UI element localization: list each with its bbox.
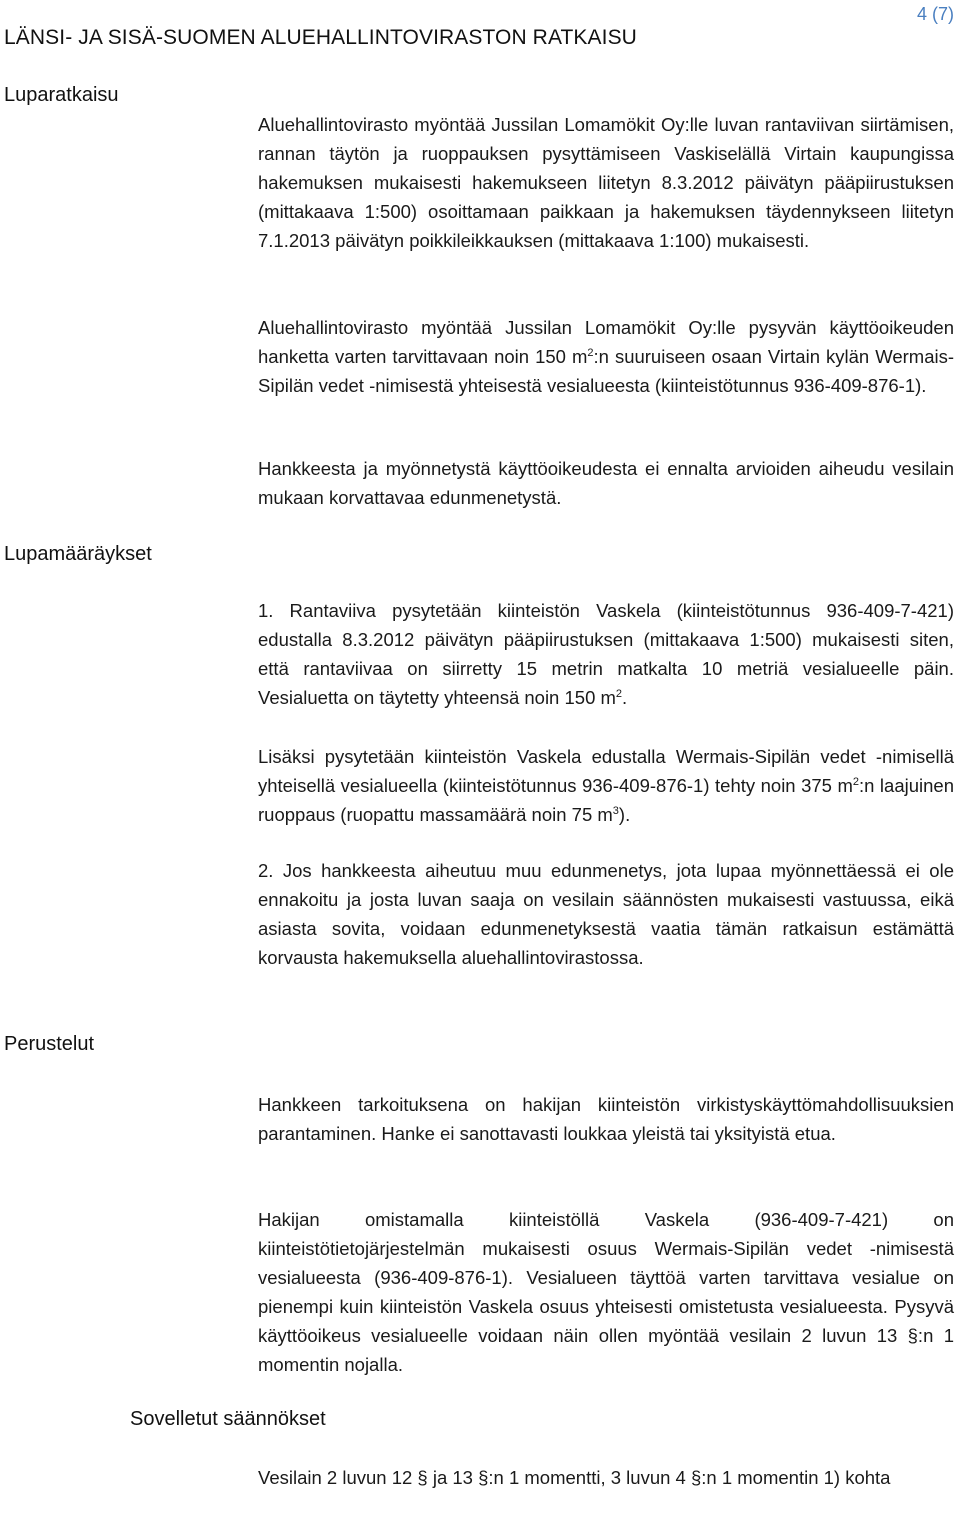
superscript: 2 (615, 688, 623, 700)
perustelut-paragraph-1: Hankkeen tarkoituksena on hakijan kiinteistön virkistyskäyttömahdollisuuksien parantaminen. Hanke ei sanottavasti loukkaa yleistä tai yksityistä etua. (258, 1094, 954, 1144)
lupamaaraykset-paragraph-1 (258, 596, 954, 712)
superscript: 2 (852, 776, 859, 788)
text-run: . (622, 687, 628, 708)
sovelletut-paragraph-1: Vesilain 2 luvun 12 § ja 13 §:n 1 momentti, 3 luvun 4 §:n 1 momentin 1) kohta (258, 1467, 891, 1488)
text-run: Aluehallintovirasto myöntää Jussilan Lomamökit Oy:lle pysyvän käyttöoikeuden hanketta varten tarvittavaan noin 150 m (258, 317, 954, 367)
section-heading-lupamaaraykset: Lupamääräykset (4, 543, 152, 565)
luparatkaisu-paragraph-3: Hankkeesta ja myönnetystä käyttöoikeudesta ei ennalta arvioiden aiheudu vesilain mukaan korvattavaa edunmenetystä. (258, 458, 954, 508)
lupamaaraykset-paragraph-2 (258, 742, 954, 829)
document-header: LÄNSI- JA SISÄ-SUOMEN ALUEHALLINTOVIRASTON RATKAISU (4, 26, 637, 49)
lupamaaraykset-paragraph-3: 2. Jos hankkeesta aiheutuu muu edunmenetys, jota lupaa myönnettäessä ei ole ennakoitu ja josta luvan saaja on vesilain säännösten mukaisesti vastuussa, eikä asiasta sovita, voidaan edunmenetyksestä vaatia tämän ratkaisun estämättä korvausta hakemuksella aluehallintovirastossa. (258, 860, 954, 968)
luparatkaisu-paragraph-1: Aluehallintovirasto myöntää Jussilan Lomamökit Oy:lle luvan rantaviivan siirtämisen, rannan täytön ja ruoppauksen pysyttämiseen Vaskiselällä Virtain kaupungissa hakemuksen mukaisesti hakemukseen liitetyn 8.3.2012 päivätyn pääpiirustuksen (mittakaava 1:500) osoittamaan paikkaan ja hakemuksen täydennykseen liitetyn 7.1.2013 päivätyn poikkileikkauksen (mittakaava 1:100) mukaisesti. (258, 114, 954, 251)
superscript: 3 (612, 805, 619, 817)
text-run: ). (618, 804, 631, 825)
text-run: :n suuruiseen osaan Virtain kylän Wermais-Sipilän vedet -nimisestä yhteisestä vesialueesta (kiinteistötunnus 936-409-876-1). (258, 346, 955, 396)
superscript: 2 (587, 347, 594, 359)
luparatkaisu-paragraph-2 (258, 313, 954, 400)
section-heading-perustelut: Perustelut (4, 1033, 95, 1055)
text-run: :n laajuinen ruoppaus (ruopattu massamäärä noin 75 m (258, 775, 954, 825)
perustelut-paragraph-2: Hakijan omistamalla kiinteistöllä Vaskela (936-409-7-421) on kiinteistötietojärjestelmän mukaisesti osuus Wermais-Sipilän vedet -nimisestä vesialueesta (936-409-876-1). Vesialueen täyttöä varten tarvittava vesialue on pienempi kuin kiinteistön Vaskela osuus yhteisesti omistetusta vesialueesta. Pysyvä käyttöoikeus vesialueelle voidaan näin ollen myöntää vesilain 2 luvun 13 §:n 1 momentin nojalla. (258, 1209, 954, 1375)
page-number: 4 (7) (916, 4, 954, 24)
section-heading-luparatkaisu: Luparatkaisu (4, 84, 119, 106)
text-run: 1. Rantaviiva pysytetään kiinteistön Vaskela (kiinteistötunnus 936-409-7-421) edustalla 8.3.2012 päivätyn pääpiirustuksen (mittakaava 1:500) mukaisesti siten, että rantaviivaa on siirretty 15 metrin matkalta 10 metriä vesialueelle päin. Vesialuetta on täytetty yhteensä noin 150 m (258, 600, 954, 708)
subsection-heading-sovelletut-saannokset: Sovelletut säännökset (130, 1408, 326, 1430)
text-run: Lisäksi pysytetään kiinteistön Vaskela edustalla Wermais-Sipilän vedet -nimisellä yhteisellä vesialueella (kiinteistötunnus 936-409-876-1) tehty noin 375 m (258, 746, 954, 796)
